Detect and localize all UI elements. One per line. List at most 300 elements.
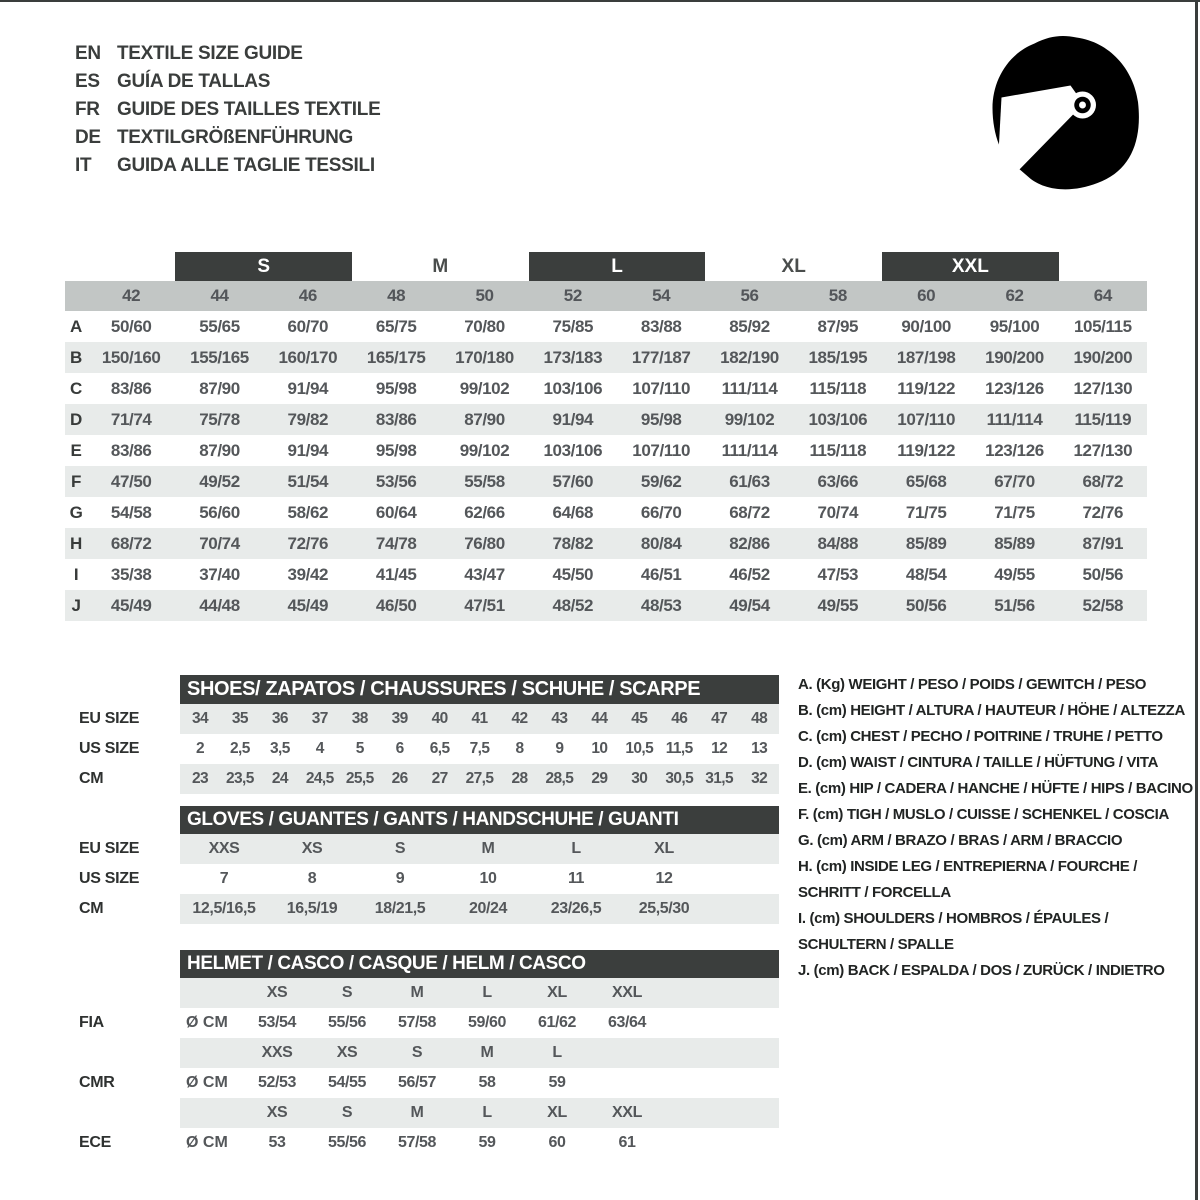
size-label: 42 [122,286,141,305]
measure-value: 49/55 [994,564,1035,584]
helmet-values-row-cmr [65,1068,779,1098]
size-label: XL [547,1104,567,1121]
size-label: M [480,1044,494,1061]
legend-item-e: E. (cm) HIP / CADERA / HANCHE / HÜFTE / HIPS / BACINO [798,780,1193,797]
measure-value: 127/130 [1073,378,1133,398]
row-label: A [70,316,82,336]
language-code: ES [75,71,100,92]
cell-value: 10,5 [625,740,654,757]
cell-value: 34 [191,710,208,727]
size-label: 62 [1005,286,1024,305]
measure-value: 45/50 [552,564,594,584]
measure-value: 70/80 [464,316,505,336]
measure-value: 85/89 [994,533,1035,553]
size-group-l: L [529,252,706,281]
measure-value: 51/56 [994,595,1035,615]
cell-value: 61 [618,1134,636,1151]
measure-value: 107/110 [897,409,956,429]
shoes-size-table [65,675,779,794]
language-row [75,96,380,124]
row-label: E [70,440,82,460]
measure-value: 119/122 [897,378,956,398]
cell-value: 8 [515,740,524,757]
measure-value: 83/86 [375,409,417,429]
cell-value: 53 [268,1134,286,1151]
cell-value: 55/56 [327,1014,367,1031]
measure-value: 48/52 [552,595,594,615]
row-cells [180,764,779,794]
measure-value: 54/58 [110,502,152,522]
table-row [65,834,779,864]
row-label [65,978,180,1008]
shoes-title-bar: SHOES/ ZAPATOS / CHAUSSURES / SCHUHE / SCARPE [180,675,779,704]
measure-value: 74/78 [375,533,417,553]
row-cells [180,864,779,894]
row-label: F [71,471,81,491]
legend-item-d: D. (cm) WAIST / CINTURA / TAILLE / HÜFTUNG / VITA [798,754,1159,771]
cell-value: 16,5/19 [286,900,338,917]
cell-value: 30 [631,770,648,787]
language-row [75,40,380,68]
cell-value: 54/55 [327,1074,367,1091]
measure-value: 155/165 [190,347,249,367]
row-cells [180,704,779,734]
measure-value: 87/90 [199,440,240,460]
cell-value: 23,5 [226,770,254,787]
size-label: L [552,1044,562,1061]
legend-item-h: H. (cm) INSIDE LEG / ENTREPIERNA / FOURCHE / [798,858,1138,875]
spacer [65,252,175,281]
legend-item-c: C. (cm) CHEST / PECHO / POITRINE / TRUHE / PETTO [798,728,1163,745]
cell-value: 13 [751,740,768,757]
cell-value: 23/26,5 [550,900,602,917]
row-label [65,1098,180,1128]
legend-item-a: A. (Kg) WEIGHT / PESO / POIDS / GEWITCH / PESO [798,676,1147,693]
cell-value: 36 [271,710,288,727]
measure-value: 45/49 [287,595,329,615]
size-label: XS [266,1104,288,1121]
measure-value: 95/98 [375,440,417,460]
cell-value: 23 [191,770,208,787]
measure-value: 82/86 [729,533,770,553]
measure-value: 62/66 [464,502,505,522]
cell-value: 47 [711,710,728,727]
legend-item-g: G. (cm) ARM / BRAZO / BRAS / ARM / BRACCIO [798,832,1123,849]
helmet-values-row-ece [65,1128,779,1158]
size-label: S [341,984,353,1001]
legend-item-f: F. (cm) TIGH / MUSLO / CUISSE / SCHENKEL / COSCIA [798,806,1169,823]
cell-value: 37 [311,710,328,727]
cell-value: 61/62 [537,1014,577,1031]
table-row [65,734,779,764]
measure-value: 84/88 [817,533,859,553]
gloves-title-bar: GLOVES / GUANTES / GANTS / HANDSCHUHE / GUANTI [180,806,779,834]
cell-value: 12,5/16,5 [192,900,256,917]
measure-value: 66/70 [640,502,682,522]
measure-row-f [65,466,1147,497]
cell-value: XXS [208,840,240,857]
size-label: M [410,984,424,1001]
measure-value: 49/54 [729,595,770,615]
size-label: 44 [210,286,229,305]
measure-value: 49/52 [199,471,240,491]
measure-value: 111/114 [721,378,778,398]
measure-value: 115/118 [809,440,867,460]
measure-value: 107/110 [632,440,691,460]
measure-value: 64/68 [552,502,594,522]
cell-value: L [571,840,581,857]
cell-value: 43 [551,710,568,727]
measure-value: 150/160 [101,347,161,367]
cell-value: 59/60 [467,1014,507,1031]
helmet-size-table [65,950,779,1158]
measure-value: 95/98 [640,409,682,429]
language-title-list [75,40,380,180]
measure-value: 87/90 [199,378,240,398]
cell-value: 46 [671,710,688,727]
size-label: XXL [612,1104,642,1121]
cell-value: 7 [219,870,229,887]
measure-value: 53/56 [375,471,417,491]
measure-value: 50/60 [110,316,152,336]
cell-value: 27,5 [465,770,494,787]
row-label: US SIZE [79,740,140,757]
table-row [65,704,779,734]
cell-value: 28 [511,770,528,787]
cell-value: 30,5 [665,770,694,787]
measure-row-c [65,373,1147,404]
guide-title: TEXTILE SIZE GUIDE [117,43,303,64]
language-code: FR [75,99,100,120]
size-label: XXS [261,1044,293,1061]
size-label: S [341,1104,353,1121]
textile-size-table [65,252,1147,621]
measure-value: 51/54 [287,471,329,491]
row-label: EU SIZE [79,840,140,857]
row-label: C [70,378,82,398]
measure-value: 47/51 [464,595,505,615]
size-label: 50 [475,286,494,305]
measure-value: 43/47 [464,564,505,584]
cell-value: 25,5/30 [638,900,690,917]
row-cells [180,1098,779,1128]
legend-item-b: B. (cm) HEIGHT / ALTURA / HAUTEUR / HÖHE / ALTEZZA [798,702,1185,719]
measure-value: 173/183 [543,347,603,367]
measure-value: 95/98 [375,378,417,398]
measure-value: 87/95 [817,316,859,336]
row-cells [180,1038,779,1068]
racing-helmet-icon [975,30,1160,210]
guide-title: GUIDA ALLE TAGLIE TESSILI [117,155,375,176]
measure-value: 111/114 [721,440,778,460]
cell-value: 57/58 [397,1134,437,1151]
cell-value: 10 [479,870,497,887]
measure-value: 187/198 [896,347,956,367]
cell-value: 44 [591,710,608,727]
measure-value: 46/52 [729,564,770,584]
row-label: J [71,595,81,615]
unit-spacer [180,1098,242,1128]
row-label: ECE [79,1134,111,1151]
measure-value: 80/84 [640,533,682,553]
measure-value: 71/75 [994,502,1035,522]
measure-row-a [65,311,1147,342]
measure-value: 48/53 [640,595,682,615]
measure-value: 39/42 [287,564,329,584]
cell-value: 35 [231,710,248,727]
cell-value: 31,5 [705,770,734,787]
measure-value: 87/91 [1082,533,1124,553]
cell-value: 11 [567,870,585,887]
measure-value: 127/130 [1073,440,1133,460]
measure-value: 68/72 [729,502,770,522]
measure-value: 61/63 [729,471,770,491]
row-label [65,1038,180,1068]
size-label: 54 [652,286,671,305]
cell-value: 12 [655,870,673,887]
measure-value: 60/70 [287,316,329,336]
cell-value: XL [654,840,674,857]
size-label: XXL [612,984,642,1001]
measure-value: 87/90 [464,409,505,429]
unit-label: Ø CM [186,1074,228,1091]
cell-value: 9 [395,870,405,887]
size-group-xxl: XXL [882,252,1059,281]
size-label: S [411,1044,423,1061]
size-label: XS [336,1044,358,1061]
measure-value: 47/53 [817,564,859,584]
gloves-size-table [65,806,779,924]
cell-value: 56/57 [397,1074,437,1091]
spacer [1059,252,1147,281]
measure-value: 71/74 [110,409,152,429]
measure-value: 49/55 [817,595,859,615]
measure-value: 65/75 [375,316,417,336]
measure-row-g [65,497,1147,528]
helmet-values-row-fia [65,1008,779,1038]
measure-value: 70/74 [199,533,240,553]
size-label: L [482,984,492,1001]
table-row [65,864,779,894]
language-code: EN [75,43,101,64]
measure-value: 111/114 [986,409,1043,429]
legend-item-h-cont: SCHRITT / FORCELLA [798,884,951,901]
measure-value: 177/187 [631,347,691,367]
size-group-xl: XL [781,255,806,277]
size-label: 46 [298,286,317,305]
language-row [75,124,380,152]
size-label: 60 [917,286,936,305]
measure-value: 56/60 [199,502,240,522]
measurement-legend [798,672,1193,984]
cell-value: M [481,840,495,857]
cell-value: 3,5 [269,740,290,757]
measure-value: 71/75 [905,502,947,522]
measure-value: 103/106 [808,409,868,429]
row-label: EU SIZE [79,710,140,727]
row-label: B [70,347,82,367]
measure-value: 55/58 [464,471,505,491]
cell-value: 60 [548,1134,566,1151]
measure-value: 115/118 [809,378,867,398]
measure-value: 46/51 [640,564,682,584]
size-label: 58 [828,286,847,305]
cell-value: S [394,840,406,857]
measure-value: 170/180 [455,347,514,367]
cell-value: 55/56 [327,1134,367,1151]
measure-value: 68/72 [1082,471,1124,491]
measure-value: 45/49 [110,595,152,615]
cell-value: 41 [471,710,488,727]
cell-value: 12 [711,740,728,757]
row-label: FIA [79,1014,104,1031]
row-cells [180,1008,779,1038]
cell-value: 2 [195,740,204,757]
cell-value: 7,5 [469,740,490,757]
measure-value: 190/200 [1073,347,1133,367]
measure-row-h [65,528,1147,559]
unit-label: Ø CM [186,1134,228,1151]
measure-row-e [65,435,1147,466]
measure-value: 103/106 [543,440,603,460]
measure-value: 83/88 [640,316,682,336]
measure-value: 123/126 [985,440,1044,460]
cell-value: 58 [478,1074,496,1091]
measure-value: 85/89 [905,533,947,553]
size-group-header-row [65,252,1147,281]
measure-value: 91/94 [552,409,594,429]
measure-value: 165/175 [366,347,426,367]
measure-value: 41/45 [375,564,417,584]
measure-value: 57/60 [552,471,594,491]
language-row [75,152,380,180]
cell-value: 53/54 [257,1014,297,1031]
measure-row-d [65,404,1147,435]
row-cells [180,1068,779,1098]
measure-value: 58/62 [287,502,329,522]
size-group-s: S [175,252,352,281]
measure-value: 79/82 [287,409,329,429]
measure-value: 75/85 [552,316,594,336]
measure-value: 50/56 [1082,564,1124,584]
cell-value: 59 [548,1074,566,1091]
measure-value: 99/102 [459,440,510,460]
cell-value: 28,5 [545,770,574,787]
cell-value: 42 [511,710,528,727]
measure-row-j [65,590,1147,621]
cell-value: 6,5 [429,740,450,757]
helmet-sizes-row-fia [65,978,779,1008]
measure-value: 107/110 [632,378,691,398]
image-border-top [0,0,1200,2]
cell-value: 24,5 [305,770,334,787]
cell-value: 4 [315,740,324,757]
measure-value: 47/50 [110,471,152,491]
size-label: XL [547,984,567,1001]
cell-value: 9 [555,740,564,757]
measure-value: 115/119 [1074,409,1132,429]
legend-item-j: J. (cm) BACK / ESPALDA / DOS / ZURÜCK / INDIETRO [798,962,1165,979]
measure-value: 35/38 [110,564,152,584]
measure-value: 105/115 [1073,316,1132,336]
cell-value: 63/64 [607,1014,647,1031]
measure-row-b [65,342,1147,373]
cell-value: 29 [591,770,608,787]
helmet-sizes-row-ece [65,1098,779,1128]
measure-value: 103/106 [543,378,603,398]
measure-value: 85/92 [729,316,770,336]
row-cells [180,978,779,1008]
measure-value: 99/102 [724,409,775,429]
row-cells [180,734,779,764]
cell-value: 27 [431,770,448,787]
row-label: CMR [79,1074,115,1091]
guide-title: GUIDE DES TAILLES TEXTILE [117,99,381,120]
measure-value: 95/100 [989,316,1040,336]
cell-value: 18/21,5 [374,900,426,917]
measure-value: 185/195 [808,347,868,367]
cell-value: XS [301,840,323,857]
cell-value: 2,5 [230,740,250,757]
size-group-m: M [432,255,449,277]
measure-value: 182/190 [720,347,779,367]
row-label: I [73,564,79,584]
row-label: US SIZE [79,870,140,887]
cell-value: 20/24 [468,900,508,917]
cell-value: 52/53 [257,1074,297,1091]
guide-title: TEXTILGRÖßENFÜHRUNG [117,127,354,148]
measure-value: 37/40 [199,564,240,584]
measure-value: 83/86 [110,440,152,460]
guide-title: GUÍA DE TALLAS [117,71,271,92]
measure-value: 83/86 [110,378,152,398]
cell-value: 32 [751,770,768,787]
size-label: 56 [740,286,759,305]
measure-value: 60/64 [375,502,417,522]
measure-value: 65/68 [905,471,947,491]
cell-value: 8 [307,870,317,887]
cell-value: 24 [271,770,288,787]
measure-value: 78/82 [552,533,594,553]
cell-value: 48 [751,710,768,727]
language-code: DE [75,127,101,148]
measure-value: 123/126 [985,378,1044,398]
size-label: 64 [1093,286,1112,305]
cell-value: 45 [631,710,648,727]
measure-value: 76/80 [464,533,505,553]
cell-value: 11,5 [665,740,693,757]
cell-value: 39 [391,710,408,727]
measure-value: 50/56 [905,595,947,615]
cell-value: 26 [391,770,408,787]
row-cells [180,1128,779,1158]
table-row [65,894,779,924]
size-label: L [482,1104,492,1121]
measure-value: 190/200 [985,347,1044,367]
measure-value: 90/100 [901,316,951,336]
numeric-size-row [65,281,1147,311]
cell-value: 6 [395,740,404,757]
cell-value: 59 [478,1134,496,1151]
measure-value: 91/94 [287,440,329,460]
size-label: M [410,1104,424,1121]
cell-value: 40 [431,710,448,727]
cell-value: 10 [591,740,608,757]
measure-value: 68/72 [110,533,152,553]
measure-value: 70/74 [817,502,859,522]
measure-value: 99/102 [459,378,510,398]
measure-value: 46/50 [375,595,417,615]
